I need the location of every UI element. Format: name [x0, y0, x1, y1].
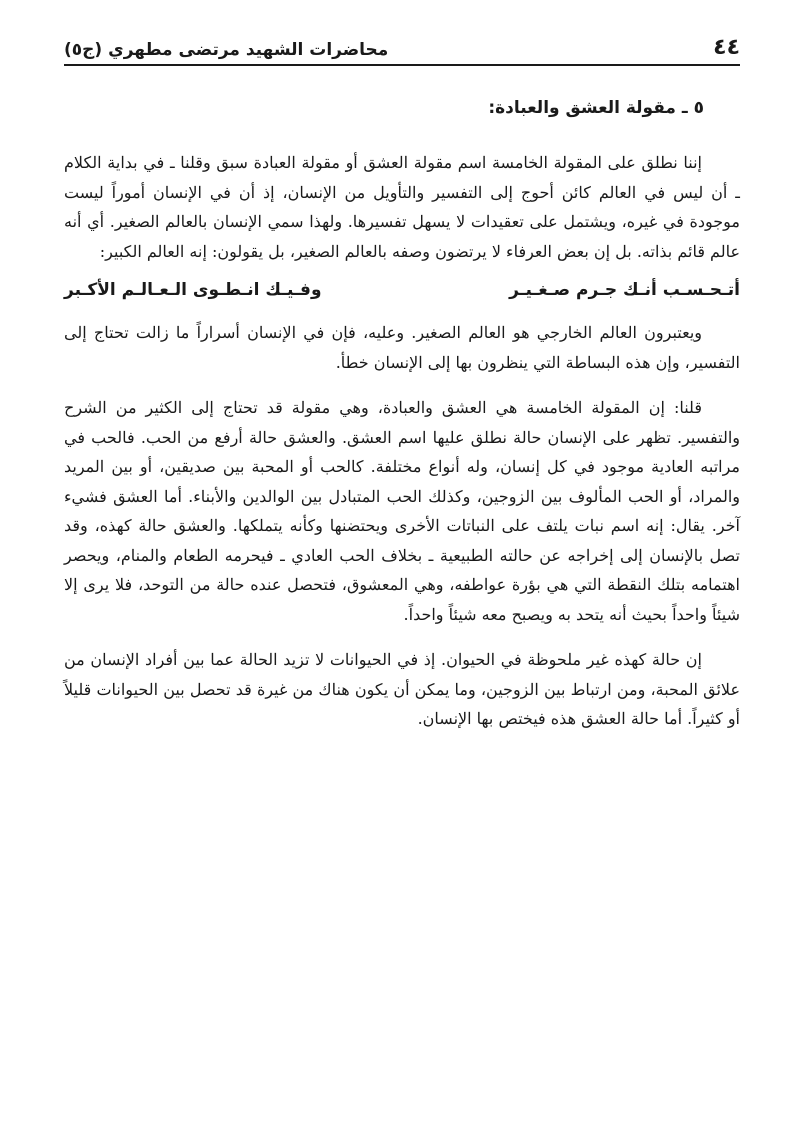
- paragraph-4: إن حالة كهذه غير ملحوظة في الحيوان. إذ في الحيوانات لا تزيد الحالة عما بين أفراد الإنسان من علائق المحبة، ومن ارتباط بين الزوجين، وما يمكن أن يكون هناك من غيرة قد تحصل بين الحيوانات قليلاً أو كثيراً. أما حالة العشق هذه فيختص بها الإنسان.: [64, 650, 740, 728]
- section-heading: ٥ ـ مقولة العشق والعبادة:: [488, 98, 704, 118]
- paragraph-2: ويعتبرون العالم الخارجي هو العالم الصغير. وعليه، فإن في الإنسان أسراراً ما زالت تحتاج إلى التفسير، وإن هذه البساطة التي ينظرون بها إلى الإنسان خطأ.: [64, 323, 740, 372]
- paragraph-3: قلنا: إن المقولة الخامسة هي العشق والعبادة، وهي مقولة قد تحتاج إلى الكثير من الشرح والتفسير. تظهر على الإنسان حالة نطلق عليها اسم العشق. والعشق حالة أرفع من الحب. فالحب في مراتبه العادية موجود في كل إنسان، وله أنواع مختلفة. كالحب أو المحبة بين صديقين، أو بين المريد والمراد، أو الحب المألوف بين الزوجين، وكذلك الحب المتبادل بين الوالدين والأبناء. أما العشق فشيء آخر. يقال: إنه اسم نبات يلتف على النباتات الأخرى ويحتضنها وكأنه يتملكها. والعشق حالة كهذه، وقد تصل بالإنسان إلى إخراجه عن حالته الطبيعية ـ بخلاف الحب العادي ـ فيحرمه الطعام والمنام، ويحصر اهتمامه بتلك النقطة التي هي بؤرة عواطفه، وهي المعشوق، فتحصل عنده حالة من التوحد، فلا يرى إلا شيئاً واحداً بحيث أنه يتحد به ويصبح معه شيئاً واحداً.: [64, 398, 740, 624]
- paragraph-1: إننا نطلق على المقولة الخامسة اسم مقولة العشق أو مقولة العبادة سبق وقلنا ـ في بداية الكلام ـ أن ليس في العالم كائن أحوج إلى التفسير والتأويل من الإنسان، إذ أن في الإنسان أموراً ليست موجودة في غيره، ويشتمل على تعقيدات لا يسهل تفسيرها. ولهذا سمي الإنسان بالعالم الصغير. أي أنه عالم قائم بذاته. بل إن بعض العرفاء لا يرتضون وصفه بالعالم الصغير، بل يقولون: إنه العالم الكبير:: [64, 153, 740, 261]
- page-header: [64, 28, 740, 66]
- page-content: [64, 98, 740, 734]
- verse-second-hemistich: وفـيـك انـطـوى الـعـالـم الأكـبر: [64, 280, 322, 300]
- poem-verse: [64, 280, 740, 300]
- verse-first-hemistich: أتـحـسـب أنـك جـرم صـغـيـر: [509, 280, 740, 300]
- page-number: ٤٤: [713, 35, 740, 60]
- running-title: محاضرات الشهيد مرتضى مطهري (ج٥): [64, 40, 389, 60]
